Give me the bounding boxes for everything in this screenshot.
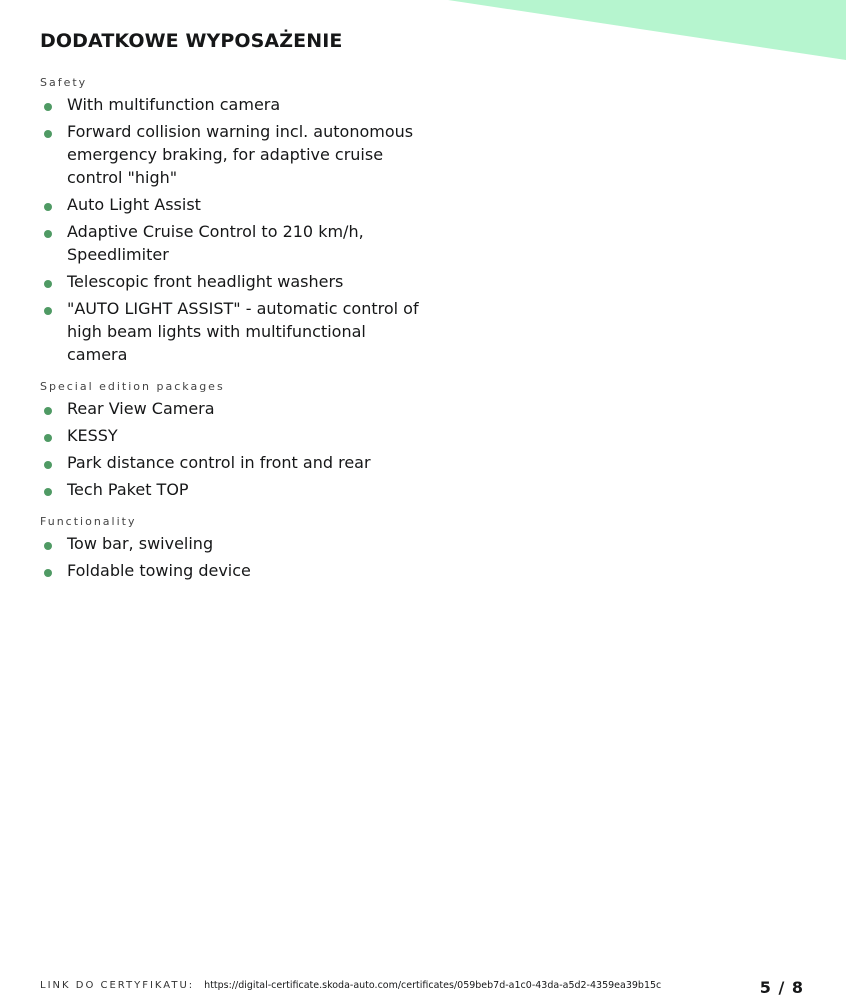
bullet-dot-icon — [44, 103, 52, 111]
item-text: Adaptive Cruise Control to 210 km/h, Speedlimiter — [67, 222, 364, 264]
item-text: Forward collision warning incl. autonomous emergency braking, for adaptive cruise control "high" — [67, 122, 414, 187]
bullet-dot-icon — [44, 569, 52, 577]
section-functionality — [40, 515, 420, 582]
list-item — [40, 297, 420, 366]
equipment-content — [40, 76, 420, 596]
list-item — [40, 193, 420, 216]
bullet-dot-icon — [44, 307, 52, 315]
bullet-dot-icon — [44, 407, 52, 415]
list-item — [40, 478, 420, 501]
item-text: Park distance control in front and rear — [67, 453, 371, 472]
item-text: Auto Light Assist — [67, 195, 201, 214]
list-item — [40, 397, 420, 420]
list-item — [40, 532, 420, 555]
list-item — [40, 451, 420, 474]
list-item — [40, 120, 420, 189]
section-special-edition-packages — [40, 380, 420, 501]
item-text: Tech Paket TOP — [67, 480, 189, 499]
bullet-dot-icon — [44, 542, 52, 550]
item-list — [40, 532, 420, 582]
bullet-dot-icon — [44, 130, 52, 138]
item-text: With multifunction camera — [67, 95, 281, 114]
list-item — [40, 220, 420, 266]
item-text: Telescopic front headlight washers — [67, 272, 344, 291]
certificate-link-label: LINK DO CERTYFIKATU: — [40, 980, 195, 991]
list-item — [40, 559, 420, 582]
list-item — [40, 270, 420, 293]
page-footer — [40, 978, 806, 997]
bullet-dot-icon — [44, 203, 52, 211]
item-list — [40, 397, 420, 501]
item-text: Foldable towing device — [67, 561, 251, 580]
bullet-dot-icon — [44, 461, 52, 469]
item-text: Rear View Camera — [67, 399, 215, 418]
list-item — [40, 93, 420, 116]
page-title: DODATKOWE WYPOSAŻENIE — [40, 30, 343, 52]
bullet-dot-icon — [44, 280, 52, 288]
item-list — [40, 93, 420, 366]
section-label: Special edition packages — [40, 380, 225, 393]
section-label: Functionality — [40, 515, 137, 528]
item-text: KESSY — [67, 426, 118, 445]
certificate-link[interactable]: https://digital-certificate.skoda-auto.com/certificates/059beb7d-a1c0-43da-a5d2-4359ea39b15c — [204, 980, 662, 991]
section-safety — [40, 76, 420, 366]
bullet-dot-icon — [44, 230, 52, 238]
bullet-dot-icon — [44, 488, 52, 496]
list-item — [40, 424, 420, 447]
item-text: "AUTO LIGHT ASSIST" - automatic control of high beam lights with multifunctional camera — [67, 299, 419, 364]
section-label: Safety — [40, 76, 88, 89]
bullet-dot-icon — [44, 434, 52, 442]
page-number: 5 / 8 — [759, 978, 804, 997]
item-text: Tow bar, swiveling — [67, 534, 214, 553]
